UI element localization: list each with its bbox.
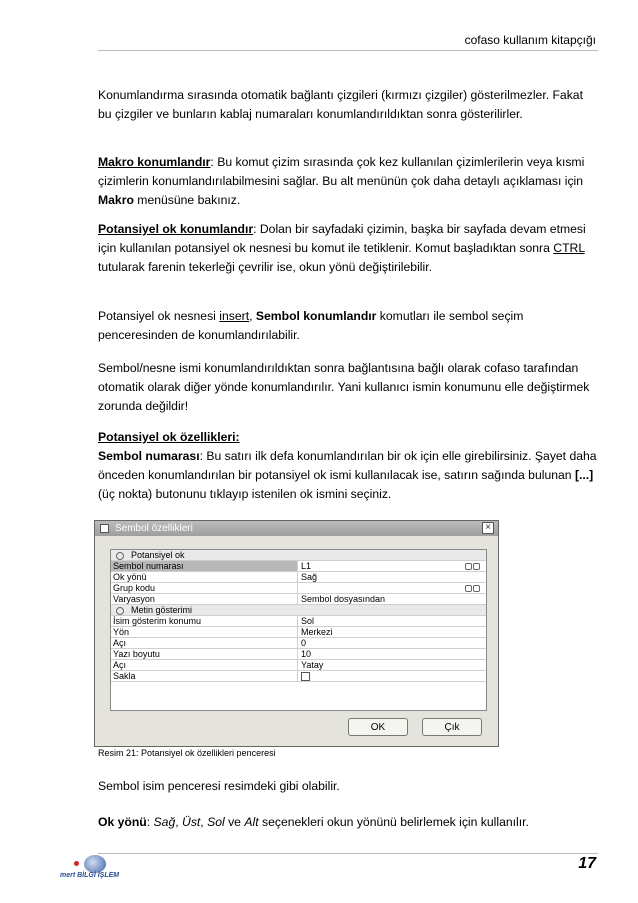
dialog-title: Sembol özellikleri bbox=[115, 523, 193, 534]
window-icon bbox=[100, 524, 109, 533]
cancel-button[interactable]: Çık bbox=[422, 718, 482, 736]
paragraph-potansiyel bbox=[98, 220, 598, 277]
group-label: Metin gösterimi bbox=[131, 605, 193, 615]
browse-icon bbox=[465, 563, 472, 570]
paragraph-insert bbox=[98, 307, 598, 345]
property-row[interactable] bbox=[111, 638, 486, 649]
footer-divider bbox=[98, 853, 598, 854]
dialog-titlebar bbox=[95, 521, 498, 536]
page-number: 17 bbox=[578, 855, 596, 872]
property-row[interactable] bbox=[111, 594, 486, 605]
property-row[interactable] bbox=[111, 572, 486, 583]
property-key: Yazı boyutu bbox=[111, 649, 298, 659]
logo-text: mert BİLGİ İŞLEM bbox=[60, 872, 120, 879]
header-divider bbox=[98, 50, 598, 51]
logo-dot-icon bbox=[74, 861, 79, 866]
ellipsis-bold: [...] bbox=[574, 468, 594, 482]
option-alt: Alt bbox=[244, 815, 259, 829]
paragraph-7-text: Sembol isim penceresi resimdeki gibi olabilir. bbox=[98, 779, 340, 793]
insert-end: komutları ile sembol seçim penceresinden de konumlandırılabilir. bbox=[98, 309, 524, 342]
collapse-icon[interactable] bbox=[116, 552, 124, 560]
property-row[interactable] bbox=[111, 660, 486, 671]
logo-globe-icon bbox=[84, 855, 106, 873]
property-value[interactable]: Sembol dosyasından bbox=[301, 594, 386, 604]
paragraph-ok-yonu bbox=[98, 813, 598, 832]
ellipsis-button[interactable] bbox=[464, 584, 482, 593]
paragraph-sembol-nesne bbox=[98, 359, 598, 416]
sembol-numarasi-term: Sembol numarası bbox=[98, 449, 200, 463]
clear-icon bbox=[473, 563, 480, 570]
group-potansiyel-ok[interactable] bbox=[111, 550, 486, 561]
ok-button[interactable]: OK bbox=[348, 718, 408, 736]
property-value[interactable]: 10 bbox=[301, 649, 312, 659]
property-key: Sakla bbox=[111, 671, 298, 681]
property-row[interactable] bbox=[111, 671, 486, 682]
makro-term: Makro konumlandır bbox=[98, 155, 211, 169]
property-value[interactable]: Merkezi bbox=[301, 627, 333, 637]
ozellikler-end: (üç nokta) butonunu tıklayıp istenilen ok ismini seçiniz. bbox=[98, 487, 392, 501]
property-key: Varyasyon bbox=[111, 594, 298, 604]
property-row[interactable] bbox=[111, 649, 486, 660]
property-key: İsim gösterim konumu bbox=[111, 616, 298, 626]
option-sag: Sağ bbox=[153, 815, 176, 829]
makro-end: menüsüne bakınız. bbox=[133, 193, 241, 207]
property-row[interactable] bbox=[111, 627, 486, 638]
collapse-icon[interactable] bbox=[116, 607, 124, 615]
ok-yonu-sep3: , bbox=[200, 815, 208, 829]
paragraph-isim-penceresi bbox=[98, 777, 598, 796]
property-value[interactable]: Sağ bbox=[301, 572, 318, 582]
property-value[interactable]: Yatay bbox=[301, 660, 324, 670]
potansiyel-end: tutularak farenin tekerleği çevrilir ise, okun yönü değiştirilebilir. bbox=[98, 260, 432, 274]
property-key: Yön bbox=[111, 627, 298, 637]
property-value[interactable] bbox=[301, 583, 461, 593]
property-value[interactable]: Sol bbox=[301, 616, 315, 626]
property-row[interactable] bbox=[111, 616, 486, 627]
ok-yonu-sep1: : bbox=[146, 815, 154, 829]
property-key: Açı bbox=[111, 638, 298, 648]
ctrl-key: CTRL bbox=[553, 241, 585, 255]
property-key: Ok yönü bbox=[111, 572, 298, 582]
property-key: Grup kodu bbox=[111, 583, 298, 593]
ok-yonu-sep4: ve bbox=[224, 815, 245, 829]
property-value[interactable]: 0 bbox=[301, 638, 307, 648]
close-icon[interactable]: × bbox=[482, 522, 494, 534]
property-key: Açı bbox=[111, 660, 298, 670]
paragraph-1-text: Konumlandırma sırasında otomatik bağlantı çizgileri (kırmızı çizgiler) gösterilmezler. Fakat bu çizgiler ve bunların kablaj numaraları konumlandırıldıktan sonra gösterilirler. bbox=[98, 88, 583, 121]
group-metin-gosterimi[interactable] bbox=[111, 605, 486, 616]
option-sol: Sol bbox=[207, 815, 225, 829]
option-ust: Üst bbox=[182, 815, 201, 829]
ellipsis-button[interactable] bbox=[464, 562, 482, 571]
ozellikler-text: : Bu satırı ilk defa konumlandırılan bir ok için elle girebilirsiniz. Şayet daha önceden konumlandırılan bir potansiyel ok ismi kullanılacak ise, satırın sağında bulunan bbox=[98, 449, 597, 482]
paragraph-1 bbox=[98, 86, 598, 124]
potansiyel-term: Potansiyel ok konumlandır bbox=[98, 222, 254, 236]
insert-start: Potansiyel ok nesnesi bbox=[98, 309, 220, 323]
group-label: Potansiyel ok bbox=[131, 550, 185, 560]
insert-sep: , bbox=[249, 309, 256, 323]
ok-yonu-sep2: , bbox=[175, 815, 183, 829]
insert-link[interactable]: insert bbox=[219, 309, 250, 323]
sakla-checkbox[interactable] bbox=[301, 672, 310, 681]
property-row[interactable] bbox=[111, 561, 486, 572]
ok-yonu-end: seçenekleri okun yönünü belirlemek için kullanılır. bbox=[258, 815, 529, 829]
paragraph-makro bbox=[98, 153, 598, 210]
ok-yonu-term: Ok yönü bbox=[98, 815, 147, 829]
ozellikler-heading: Potansiyel ok özellikleri: bbox=[98, 430, 240, 444]
document-header: cofaso kullanım kitapçığı bbox=[464, 33, 596, 47]
clear-icon bbox=[473, 585, 480, 592]
property-grid bbox=[110, 549, 487, 711]
insert-bold: Sembol konumlandır bbox=[255, 309, 377, 323]
makro-text: : Bu komut çizim sırasında çok kez kullanılan çizimlerilerin veya kısmi çizimlerin konumlandırılabilmesini sağlar. Bu alt menünün çok daha detaylı açıklaması için bbox=[98, 155, 585, 188]
makro-bold: Makro bbox=[98, 193, 134, 207]
paragraph-5-text: Sembol/nesne ismi konumlandırıldıktan sonra bağlantısına bağlı olarak cofaso tarafından otomatik olarak diğer yönde konumlandırılır. Yani kullanıcı ismin konumunu elle değiştirmek zorunda değildir! bbox=[98, 361, 590, 413]
potansiyel-text: : Dolan bir sayfadaki çizimin, başka bir sayfada devam etmesi için kullanılan potansiyel ok nesnesi bu komut ile tetiklenir. Komut başladıktan sonra bbox=[98, 222, 586, 255]
browse-icon bbox=[465, 585, 472, 592]
property-value[interactable]: L1 bbox=[301, 561, 312, 571]
property-key: Sembol numarası bbox=[111, 561, 298, 571]
figure-caption: Resim 21: Potansiyel ok özellikleri penceresi bbox=[98, 748, 276, 758]
sembol-ozellikleri-dialog bbox=[94, 520, 499, 747]
paragraph-ozellikler bbox=[98, 428, 598, 504]
property-row[interactable] bbox=[111, 583, 486, 594]
mert-logo bbox=[60, 855, 130, 885]
